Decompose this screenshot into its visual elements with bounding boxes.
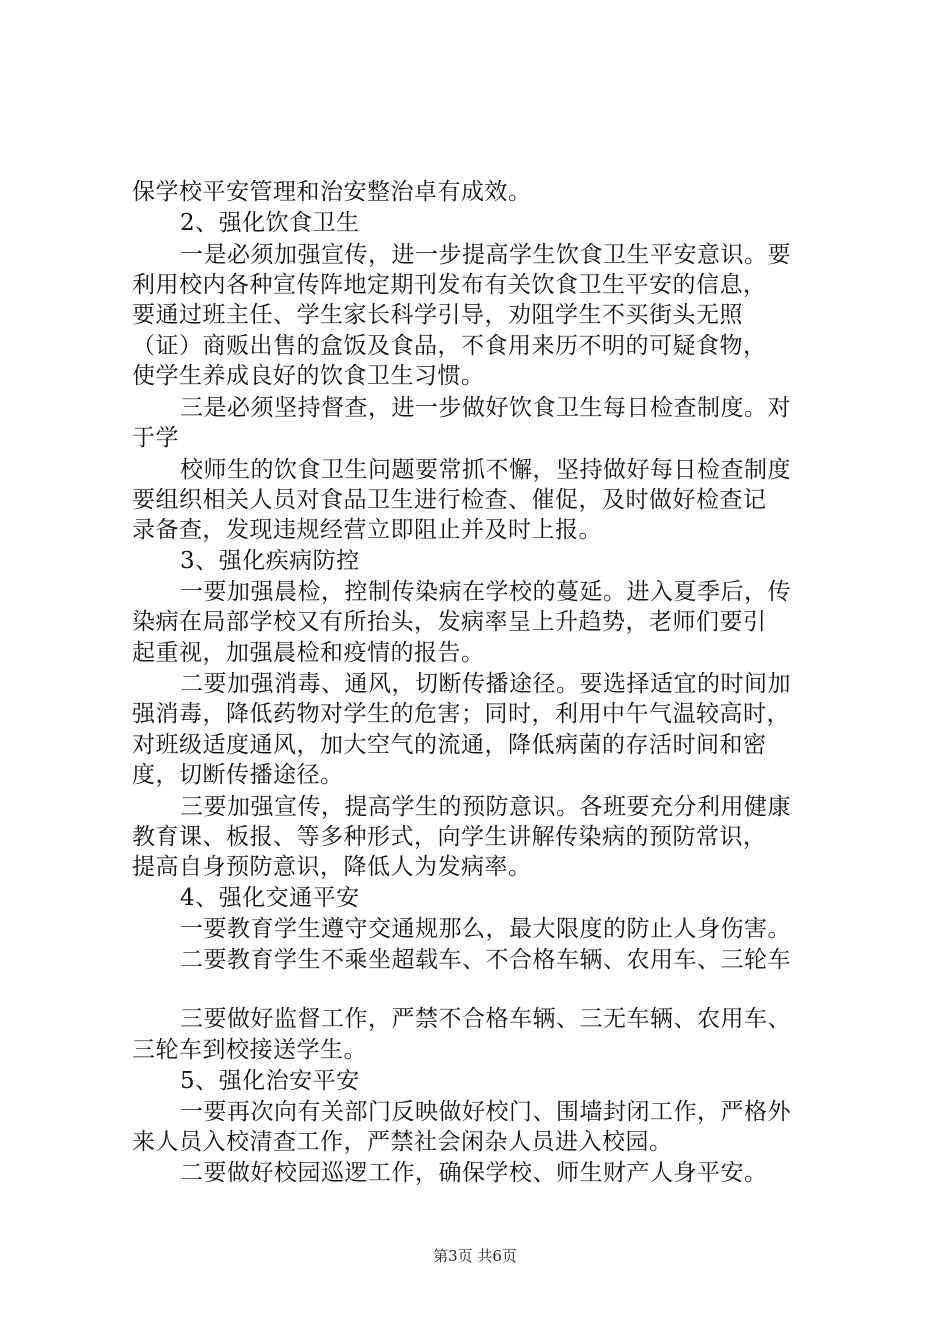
paragraph-line: 来人员入校清查工作，严禁社会闲杂人员进入校园。 xyxy=(132,1129,673,1155)
paragraph-line: 校师生的饮食卫生问题要常抓不懈，坚持做好每日检查制度 xyxy=(180,457,791,483)
paragraph-line: 保学校平安管理和治安整治卓有成效。 xyxy=(132,179,532,205)
paragraph-line: 于学 xyxy=(132,425,179,451)
paragraph-line: 一要加强晨检，控制传染病在学校的蔓延。进入夏季后，传 xyxy=(180,579,791,605)
section-heading: 3、强化疾病防控 xyxy=(180,548,360,574)
paragraph-line: 一要教育学生遵守交通规那么，最大限度的防止人身伤害。 xyxy=(180,916,791,942)
paragraph-line: 对班级适度通风，加大空气的流通，降低病菌的存活时间和密 xyxy=(132,732,767,758)
paragraph-line: 强消毒，降低药物对学生的危害；同时，利用中午气温较高时， xyxy=(132,701,790,727)
section-heading: 5、强化治安平安 xyxy=(180,1068,360,1094)
paragraph-line: 一是必须加强宣传，进一步提高学生饮食卫生平安意识。要 xyxy=(180,242,791,268)
paragraph-line: 二要加强消毒、通风，切断传播途径。要选择适宜的时间加 xyxy=(180,671,791,697)
paragraph-line: 使学生养成良好的饮食卫生习惯。 xyxy=(132,363,485,389)
paragraph-line: 度，切断传播途径。 xyxy=(132,762,344,788)
paragraph-line: 二要教育学生不乘坐超载车、不合格车辆、农用车、三轮车 xyxy=(180,947,791,973)
paragraph-line: 录备查，发现违规经营立即阻止并及时上报。 xyxy=(132,517,602,543)
paragraph-line: 二要做好校园巡逻工作，确保学校、师生财产人身平安。 xyxy=(180,1160,768,1186)
paragraph-line: 起重视，加强晨检和疫情的报告。 xyxy=(132,640,485,666)
paragraph-line: 三是必须坚持督查，进一步做好饮食卫生每日检查制度。对 xyxy=(180,395,791,421)
paragraph-line: 提高自身预防意识，降低人为发病率。 xyxy=(132,854,532,880)
paragraph-line: 染病在局部学校又有所抬头，发病率呈上升趋势，老师们要引 xyxy=(132,609,767,635)
section-heading: 2、强化饮食卫生 xyxy=(180,210,360,236)
paragraph-line: 要通过班主任、学生家长科学引导，劝阻学生不买街头无照 xyxy=(132,302,743,328)
paragraph-line: 三要做好监督工作，严禁不合格车辆、三无车辆、农用车、 xyxy=(180,1006,791,1032)
paragraph-line: 三轮车到校接送学生。 xyxy=(132,1037,367,1063)
paragraph-line: 三要加强宣传，提高学生的预防意识。各班要充分利用健康 xyxy=(180,794,791,820)
paragraph-line: 教育课、板报、等多种形式，向学生讲解传染病的预防常识， xyxy=(132,824,767,850)
paragraph-line: 一要再次向有关部门反映做好校门、围墙封闭工作，严格外 xyxy=(180,1099,791,1125)
paragraph-line: 利用校内各种宣传阵地定期刊发布有关饮食卫生平安的信息， xyxy=(132,272,767,298)
page-number-footer: 第3页 共6页 xyxy=(433,1247,517,1265)
paragraph-line: （证）商贩出售的盒饭及食品，不食用来历不明的可疑食物， xyxy=(132,333,767,359)
paragraph-line: 要组织相关人员对食品卫生进行检查、催促，及时做好检查记 xyxy=(132,487,767,513)
section-heading: 4、强化交通平安 xyxy=(180,885,360,911)
